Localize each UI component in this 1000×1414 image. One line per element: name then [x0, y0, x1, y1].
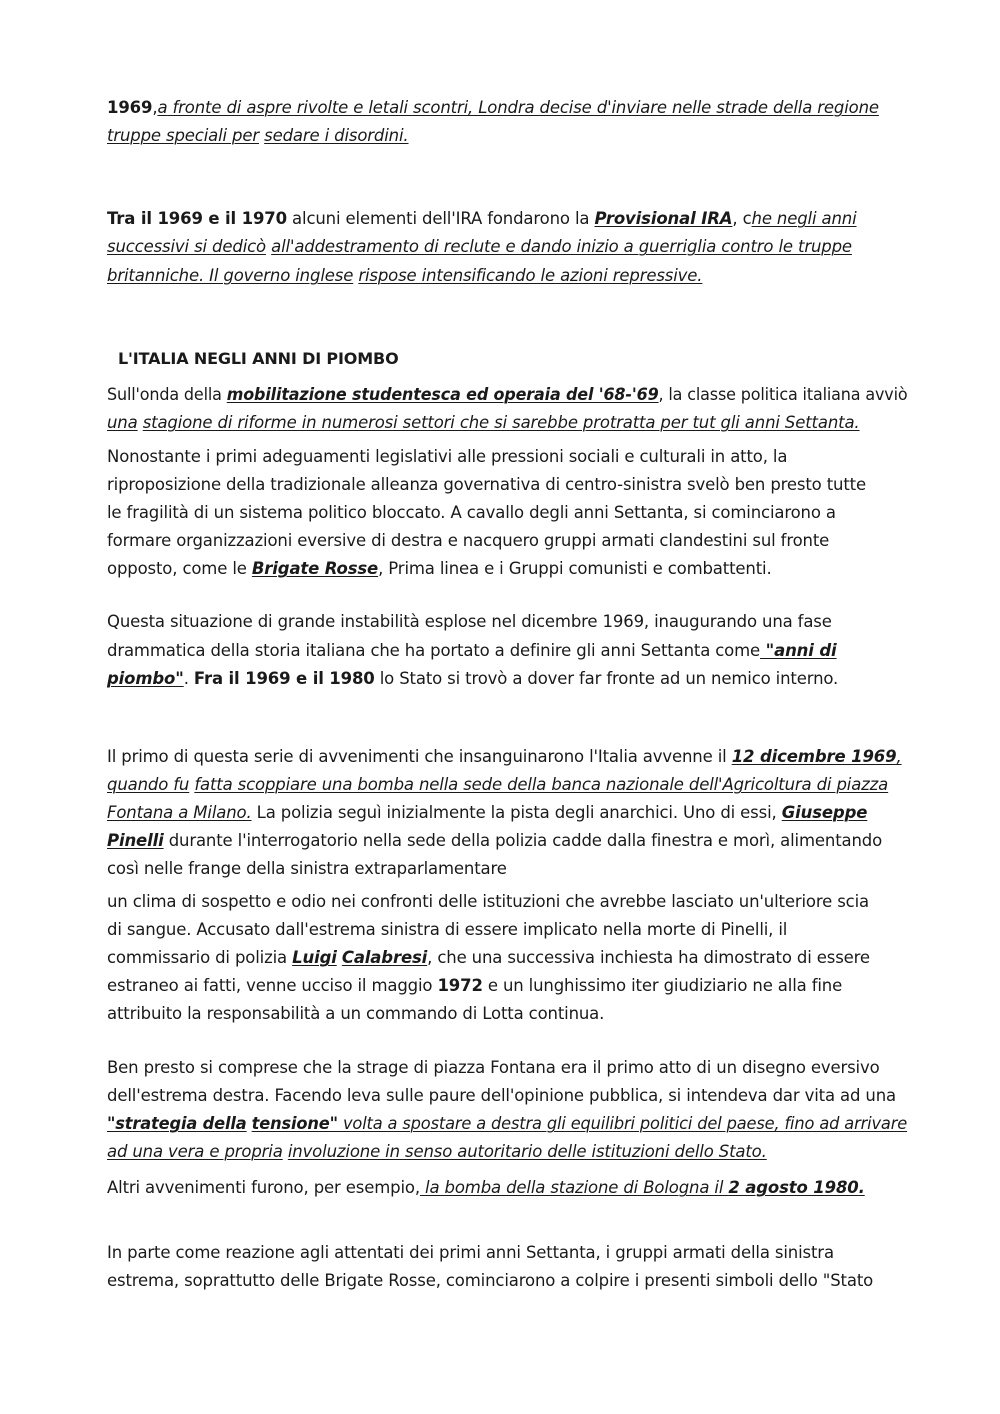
text-run: estraneo ai fatti, venne ucciso il maggio: [107, 976, 438, 995]
text-line: [107, 802, 907, 824]
text-run: Il primo di questa serie di avvenimenti che insanguinarono l'Italia avvenne il: [107, 747, 732, 766]
underlined-text: fatta scoppiare una bomba nella sede della banca nazionale dell'Agricoltura di piazza: [194, 775, 889, 794]
bold-text: Fra il 1969 e il 1980: [193, 669, 375, 688]
underlined-text: Luigi: [292, 948, 337, 967]
underlined-text: stagione di riforme in numerosi settori che si sarebbe protratta per tut gli anni Settanta.: [142, 413, 860, 432]
underlined-text: volta a spostare a destra gli equilibri politici del paese, fino ad arrivare: [337, 1114, 908, 1133]
underlined-text: a: [157, 98, 168, 117]
text-run: , c: [732, 209, 752, 228]
text-run: dell'estrema destra. Facendo leva sulle paure dell'opinione pubblica, si intendeva dar vita ad una: [107, 1086, 896, 1105]
bold-text: Tra il 1969 e il 1970: [107, 209, 287, 228]
text-line: [107, 774, 907, 796]
text-line: [107, 558, 907, 580]
bold-text: 1969: [107, 98, 153, 117]
underlined-text: Pinelli: [107, 831, 164, 850]
underlined-text: Giuseppe: [781, 803, 868, 822]
underlined-text: he negli anni: [751, 209, 857, 228]
text-run: lo Stato si trovò a dover far fronte ad un nemico interno.: [374, 669, 839, 688]
text-run: durante l'interrogatorio nella sede della polizia cadde dalla finestra e morì, alimentando: [163, 831, 883, 850]
text-line: [107, 975, 907, 997]
text-run: Altri avvenimenti furono, per esempio,: [107, 1178, 420, 1197]
text-line: [107, 746, 907, 768]
text-line: [107, 208, 907, 230]
text-line: di sangue. Accusato dall'estrema sinistra di essere implicato nella morte di Pinelli, il: [107, 920, 788, 939]
underlined-text: 12 dicembre 1969: [731, 747, 897, 766]
text-line: Nonostante i primi adeguamenti legislativi alle pressioni sociali e culturali in atto, la: [107, 447, 788, 466]
text-line: [107, 97, 907, 119]
text-line: [107, 384, 908, 406]
underlined-text: ,: [896, 747, 902, 766]
text-line: formare organizzazioni eversive di destra e nacquero gruppi armati clandestini sul fronte: [107, 531, 830, 550]
text-run: alcuni elementi dell'IRA fondarono la: [286, 209, 595, 228]
text-line: [107, 1085, 907, 1107]
text-line: [107, 125, 907, 147]
underlined-text: piombo": [107, 669, 184, 688]
text-line: [107, 830, 907, 852]
underlined-text: Brigate Rosse: [251, 559, 379, 578]
link-provisional-ira: Provisional IRA: [594, 209, 733, 228]
underlined-text: Fontana a Milano.: [107, 803, 252, 822]
underlined-text: truppe speciali per: [107, 126, 260, 145]
text-line: [107, 412, 907, 434]
text-run: , che una successiva inchiesta ha dimostrato di essere: [427, 948, 870, 967]
underlined-text: rispose intensificando le azioni repressive.: [358, 266, 703, 285]
underlined-text: sedare i disordini.: [264, 126, 409, 145]
text-line: un clima di sospetto e odio nei confronti delle istituzioni che avrebbe lasciato un'ulteriore scia: [107, 892, 869, 911]
underlined-text: tensione": [251, 1114, 338, 1133]
text-line: [107, 668, 907, 690]
text-run: .: [183, 669, 194, 688]
underlined-text: "anni di: [760, 641, 837, 660]
text-line: [107, 236, 907, 258]
text-run: e un lunghissimo iter giudiziario ne alla fine: [482, 976, 843, 995]
underlined-text: involuzione in senso autoritario delle istituzioni dello Stato.: [287, 1142, 767, 1161]
underlined-text: successivi si dedicò: [107, 237, 266, 256]
text-run: opposto, come le: [107, 559, 252, 578]
text-run: commissario di polizia: [107, 948, 293, 967]
text-run: La polizia seguì inizialmente la pista degli anarchici. Uno di essi,: [251, 803, 782, 822]
text-line: [107, 947, 907, 969]
bold-text: 1972: [437, 976, 483, 995]
text-line: così nelle frange della sinistra extraparlamentare: [107, 859, 507, 878]
text-line: Ben presto si comprese che la strage di piazza Fontana era il primo atto di un disegno eversivo: [107, 1058, 880, 1077]
underlined-text: una: [107, 413, 138, 432]
underlined-text: fronte di aspre rivolte e letali scontri, Londra decise d'inviare nelle strade della regione: [167, 98, 879, 117]
text-line: [107, 1113, 908, 1135]
text-run: , Prima linea e i Gruppi comunisti e combattenti.: [378, 559, 772, 578]
section-heading: L'ITALIA NEGLI ANNI DI PIOMBO: [118, 349, 399, 368]
text-line: le fragilità di un sistema politico bloccato. A cavallo degli anni Settanta, si cominciarono a: [107, 503, 836, 522]
underlined-text: 2 agosto 1980: [728, 1178, 859, 1197]
text-line: estrema, soprattutto delle Brigate Rosse, cominciarono a colpire i presenti simboli dello "Stato: [107, 1271, 874, 1290]
text-run: drammatica della storia italiana che ha portato a definire gli anni Settanta come: [107, 641, 761, 660]
text-line: [107, 640, 907, 662]
text-run: ,: [152, 98, 158, 117]
text-line: [107, 1177, 907, 1199]
text-line: In parte come reazione agli attentati dei primi anni Settanta, i gruppi armati della sinistra: [107, 1243, 834, 1262]
text-line: riproposizione della tradizionale alleanza governativa di centro-sinistra svelò ben presto tutte: [107, 475, 866, 494]
underlined-text: Calabresi: [341, 948, 428, 967]
text-run: Sull'onda della: [107, 385, 227, 404]
text-line: attribuito la responsabilità a un commando di Lotta continua.: [107, 1004, 605, 1023]
underlined-text: "strategia della: [107, 1114, 247, 1133]
underlined-text: ad una vera e propria: [107, 1142, 283, 1161]
underlined-text: quando fu: [107, 775, 190, 794]
underlined-text: mobilitazione studentesca ed operaia del '68-'69: [226, 385, 659, 404]
underlined-text: la bomba della stazione di Bologna il: [419, 1178, 729, 1197]
underlined-text: .: [858, 1178, 865, 1197]
text-line: Questa situazione di grande instabilità esplose nel dicembre 1969, inaugurando una fase: [107, 612, 832, 631]
underlined-text: britanniche. Il governo inglese: [107, 266, 354, 285]
underlined-text: all'addestramento di reclute e dando inizio a guerriglia contro le truppe: [271, 237, 852, 256]
text-line: [107, 265, 907, 287]
text-run: , la classe politica italiana avviò: [658, 385, 908, 404]
text-line: [107, 1141, 907, 1163]
